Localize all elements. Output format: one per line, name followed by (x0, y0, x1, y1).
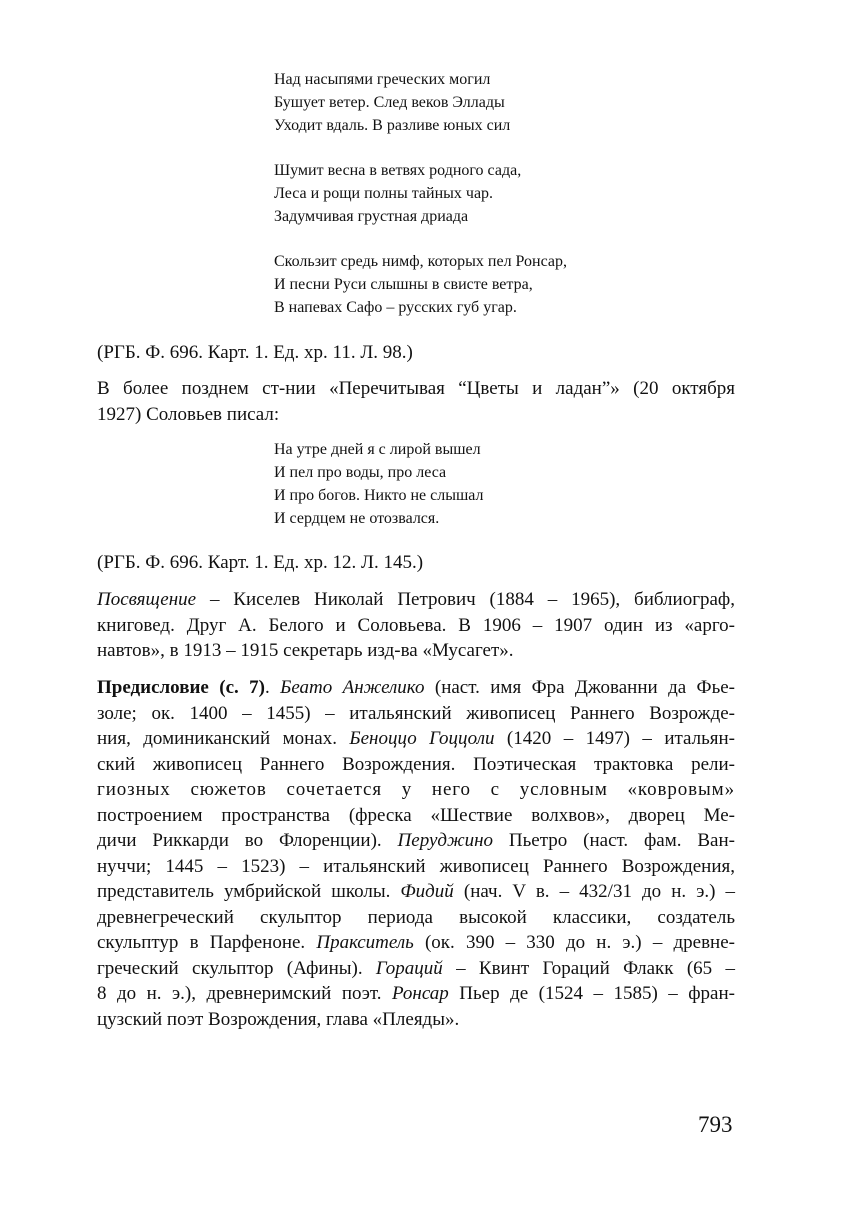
poem-line: В напевах Сафо – русских губ угар. (274, 299, 517, 316)
poem-line: Шумит весна в ветвях родного сада, (274, 162, 522, 179)
poem-line: Уходит вдаль. В разливе юных сил (274, 117, 511, 134)
poem-line: Над насыпями греческих могил (274, 71, 491, 88)
person-name: Беато Анжелико (280, 677, 425, 698)
person-name: Беноццо Гоццоли (349, 728, 495, 749)
poem-line: Леса и рощи полны тайных чар. (274, 185, 494, 202)
person-name: Перуджино (397, 830, 494, 851)
poem-line: И пел про воды, про леса (274, 464, 447, 481)
person-name: Пракситель (316, 932, 414, 953)
poem-line: Бушует ветер. След веков Эллады (274, 94, 505, 111)
page-number: 793 (698, 1112, 733, 1137)
poem-line: Скользит средь нимф, которых пел Ронсар, (274, 253, 568, 270)
preface-note: Предисловие (с. 7). Беато Анжелико (наст. имя Фра Джованни да Фье- золе; ок. 1400 – 1455) – итальянский живописец Раннего Возрожде- ния, доминиканский монах. Беноццо Гоццоли (1420 – 1497) – итальян- ский живописец Раннего Возрождения. Поэтическая трактовка рели- гиозных сюжетов сочетается у него с условным «ковровым» построением пространства (фреска «Шествие волхвов», дворец Ме- дичи Риккарди во Флоренции). Перуджино Пьетро (наст. фам. Ван- нуччи; 1445 – 1523) – итальянский живописец Раннего Возрождения, представитель умбрийской школы. Фидий (нач. V в. – 432/31 до н. э.) – древнегреческий скульптор периода высокой классики, создатель скульптур в Парфеноне. Пракситель (ок. 390 – 330 до н. э.) – древне- греческий скульптор (Афины). Гораций – Квинт Гораций Флакк (65 – 8 до н. э.), древнеримский поэт. Ронсар Пьер де (1524 – 1585) – фран- цузский поэт Возрождения, глава «Плеяды». (97, 677, 736, 1030)
poem-line: На утре дней я с лирой вышел (274, 441, 481, 458)
archive-reference: (РГБ. Ф. 696. Карт. 1. Ед. хр. 11. Л. 98.) (97, 342, 413, 363)
person-name: Фидий (400, 881, 454, 902)
poem-fragment-1 (274, 68, 567, 319)
poem-fragment-2 (274, 438, 483, 530)
note-heading: Предисловие (с. 7) (97, 677, 265, 698)
poem-line: И песни Руси слышны в свисте ветра, (274, 276, 533, 293)
person-name: Гораций (375, 957, 443, 979)
person-name: Ронсар (392, 983, 449, 1004)
intro-paragraph: В более позднем ст-нии «Перечитывая “Цветы и ладан”» (20 октября 1927) Соловьев писал: (97, 378, 735, 425)
dedication-note: Посвящение – Киселев Николай Петрович (1884 – 1965), библиограф, книговед. Друг А. Белого и Соловьева. В 1906 – 1907 один из «арго- навтов», в 1913 – 1915 секретарь изд-ва «Мусагет». (97, 589, 735, 661)
archive-reference: (РГБ. Ф. 696. Карт. 1. Ед. хр. 12. Л. 145.) (97, 552, 424, 573)
note-term: Посвящение (97, 589, 197, 610)
poem-line: И сердцем не отозвался. (274, 510, 440, 527)
poem-line: И про богов. Никто не слышал (274, 487, 484, 504)
poem-line: Задумчивая грустная дриада (274, 208, 469, 225)
